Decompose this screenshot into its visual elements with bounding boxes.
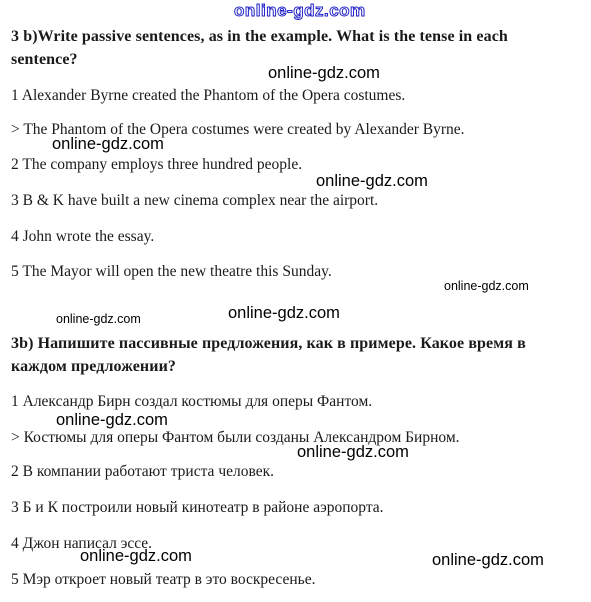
watermark: online-gdz.com — [52, 135, 164, 153]
watermark-top: online-gdz.com — [234, 1, 366, 20]
watermark: online-gdz.com — [432, 551, 544, 569]
english-sentence-3: 3 B & K have built a new cinema complex near the airport. — [11, 192, 379, 209]
english-sentence-2: 2 The company employs three hundred people. — [11, 156, 303, 173]
watermark: online-gdz.com — [56, 312, 141, 326]
russian-sentence-4: 4 Джон написал эссе. — [11, 535, 153, 552]
russian-heading: 3b) Напишите пассивные предложения, как в примере. Какое время в каждом предложении? — [11, 335, 526, 375]
english-sentence-5: 5 The Mayor will open the new theatre this Sunday. — [11, 263, 332, 280]
watermark: online-gdz.com — [316, 172, 428, 190]
english-heading: 3 b)Write passive sentences, as in the example. What is the tense in each sentence? — [11, 28, 508, 68]
watermark: online-gdz.com — [297, 443, 409, 461]
watermark: online-gdz.com — [56, 411, 168, 429]
watermark: online-gdz.com — [444, 279, 529, 293]
english-example-answer: > The Phantom of the Opera costumes were created by Alexander Byrne. — [11, 121, 465, 138]
russian-sentence-5: 5 Мэр откроет новый театр в это воскресенье. — [11, 571, 316, 588]
russian-sentence-2: 2 В компании работают триста человек. — [11, 463, 274, 480]
russian-sentence-1: 1 Александр Бирн создал костюмы для оперы Фантом. — [11, 393, 373, 410]
watermark: online-gdz.com — [268, 64, 380, 82]
watermark: online-gdz.com — [80, 547, 192, 565]
russian-example-answer: > Костюмы для оперы Фантом были созданы Александром Бирном. — [11, 429, 460, 446]
english-sentence-1: 1 Alexander Byrne created the Phantom of the Opera costumes. — [11, 87, 406, 104]
russian-sentence-3: 3 Б и К построили новый кинотеатр в районе аэропорта. — [11, 499, 384, 516]
english-sentence-4: 4 John wrote the essay. — [11, 228, 155, 245]
watermark: online-gdz.com — [228, 304, 340, 322]
